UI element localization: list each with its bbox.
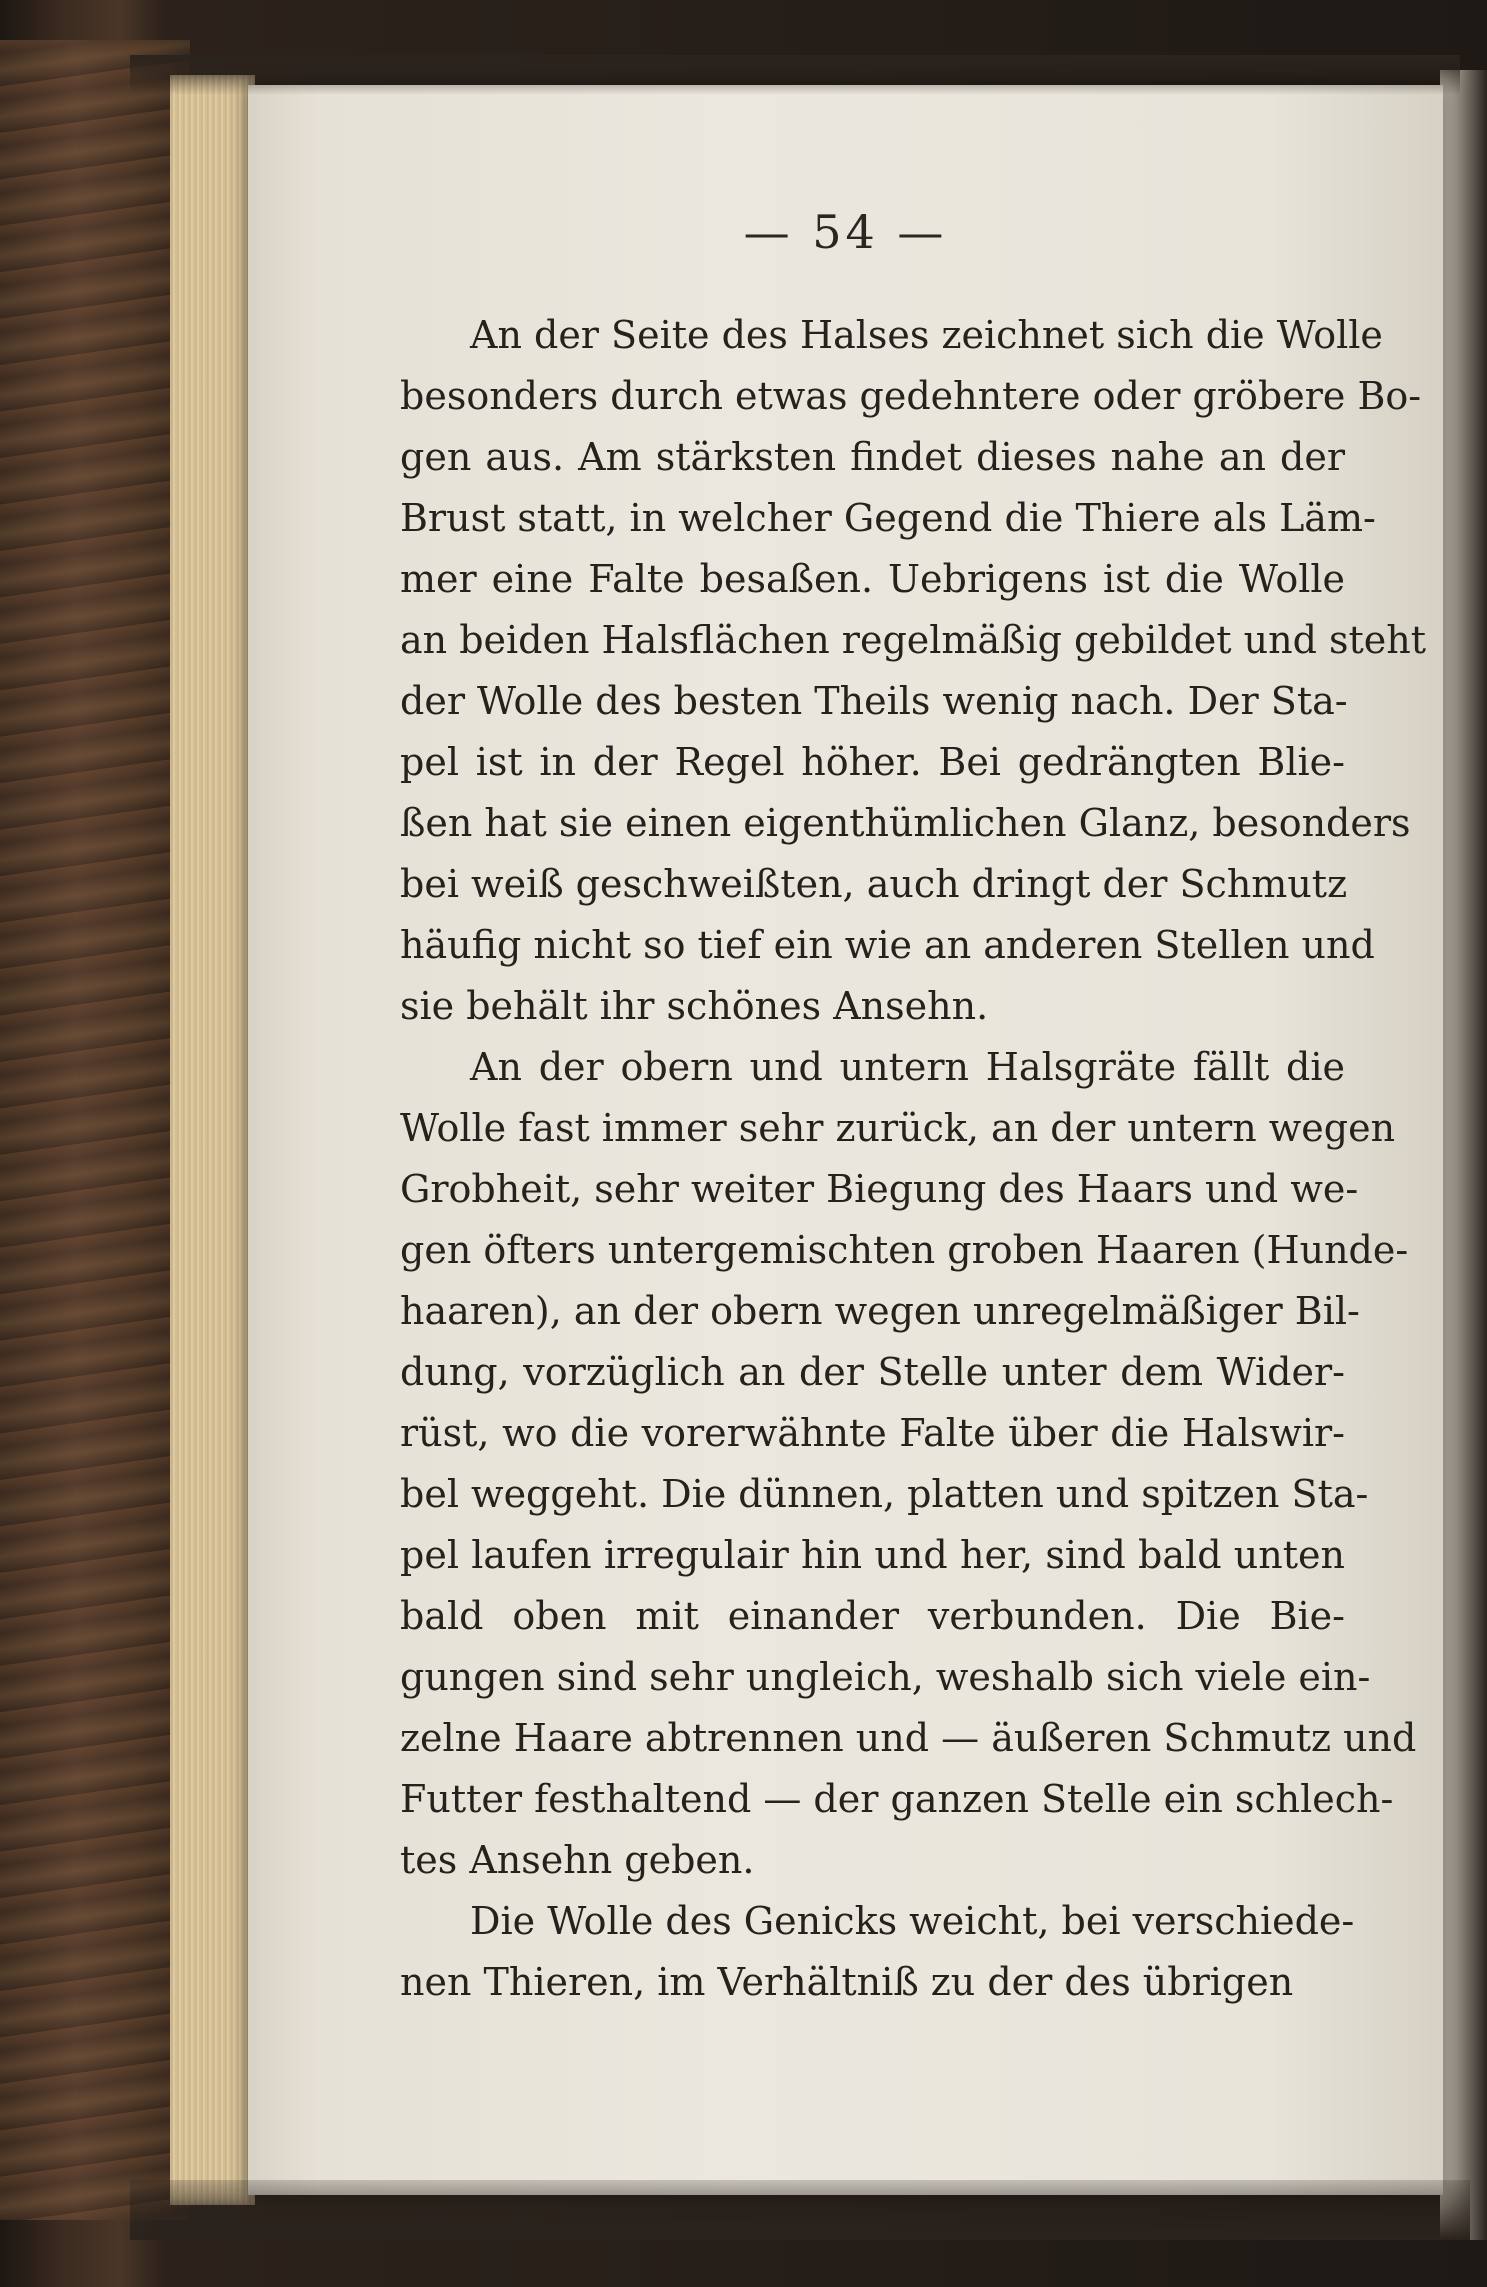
text-line: bei weiß geschweißten, auch dringt der Schmutz <box>400 862 1348 906</box>
body-text <box>400 305 1426 2013</box>
text-line: Brust statt, in welcher Gegend die Thiere als Läm- <box>400 496 1376 540</box>
text-line: pel ist in der Regel höher. Bei gedrängten Blie- <box>400 740 1345 784</box>
text-line: bel weggeht. Die dünnen, platten und spitzen Sta- <box>400 1472 1369 1516</box>
text-line: besonders durch etwas gedehntere oder gröbere Bo- <box>400 374 1422 418</box>
text-line: nen Thieren, im Verhältniß zu der des übrigen <box>400 1960 1294 2004</box>
text-line: gen öfters untergemischten groben Haaren (Hunde- <box>400 1228 1409 1272</box>
text-line: tes Ansehn geben. <box>400 1838 755 1882</box>
text-line: Grobheit, sehr weiter Biegung des Haars und we- <box>400 1167 1359 1211</box>
text-line: An der Seite des Halses zeichnet sich die Wolle <box>470 313 1383 357</box>
page-number: — 54 — <box>743 205 948 259</box>
text-line: häufig nicht so tief ein wie an anderen Stellen und <box>400 923 1375 967</box>
text-line: zelne Haare abtrennen und — äußeren Schmutz und <box>400 1716 1417 1760</box>
text-line: gen aus. Am stärksten findet dieses nahe an der <box>400 435 1345 479</box>
text-line: gungen sind sehr ungleich, weshalb sich viele ein- <box>400 1655 1371 1699</box>
text-line: der Wolle des besten Theils wenig nach. Der Sta- <box>400 679 1348 723</box>
text-line: mer eine Falte besaßen. Uebrigens ist die Wolle <box>400 557 1345 601</box>
text-line: Wolle fast immer sehr zurück, an der untern wegen <box>400 1106 1396 1150</box>
text-line: sie behält ihr schönes Ansehn. <box>400 984 989 1028</box>
gutter-shadow <box>1440 70 1487 2240</box>
text-line: bald oben mit einander verbunden. Die Bie- <box>400 1594 1345 1638</box>
text-line: dung, vorzüglich an der Stelle unter dem Wider- <box>400 1350 1345 1394</box>
top-shadow <box>130 55 1460 95</box>
text-line: An der obern und untern Halsgräte fällt die <box>470 1045 1345 1089</box>
text-line: Futter festhaltend — der ganzen Stelle ein schlech- <box>400 1777 1394 1821</box>
text-line: Die Wolle des Genicks weicht, bei verschiede- <box>470 1899 1355 1943</box>
page-stack-edges <box>170 75 255 2205</box>
text-line: haaren), an der obern wegen unregelmäßiger Bil- <box>400 1289 1360 1333</box>
bottom-shadow <box>130 2180 1470 2240</box>
text-line: pel laufen irregulair hin und her, sind bald unten <box>400 1533 1345 1577</box>
text-line: ßen hat sie einen eigenthümlichen Glanz, besonders <box>400 801 1411 845</box>
book-cover-edge <box>0 40 190 2220</box>
text-line: rüst, wo die vorerwähnte Falte über die Halswir- <box>400 1411 1345 1455</box>
text-line: an beiden Halsflächen regelmäßig gebildet und steht <box>400 618 1426 662</box>
